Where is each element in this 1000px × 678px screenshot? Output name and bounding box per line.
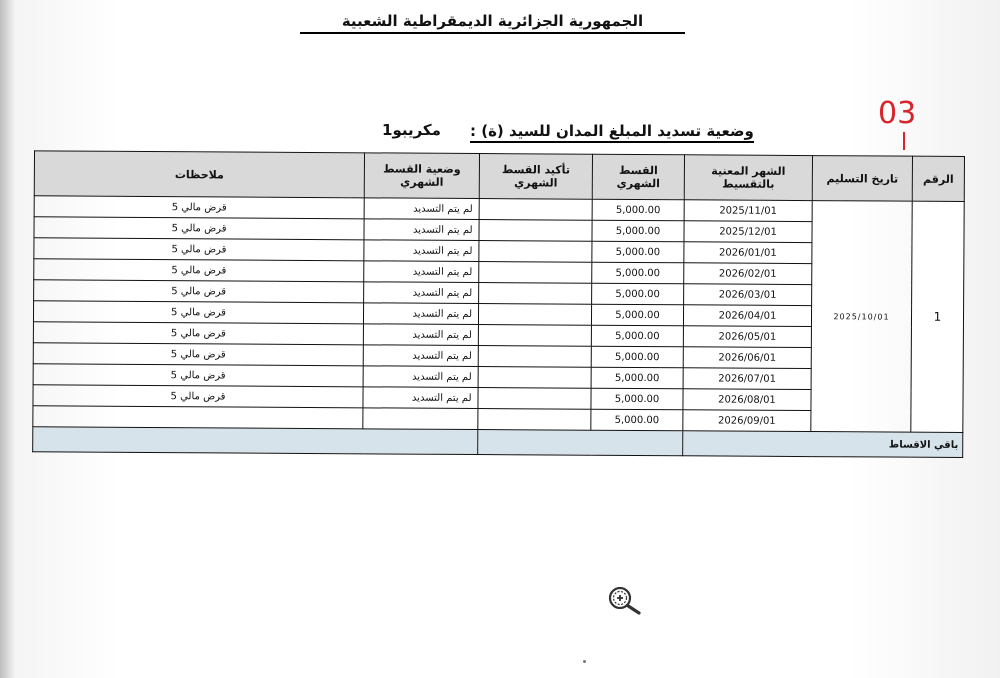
note-cell: قرض مالي 5 bbox=[33, 343, 363, 366]
amount-cell: 5,000.00 bbox=[591, 367, 683, 389]
confirm-cell bbox=[479, 262, 592, 284]
status-cell: لم يتم التسديد bbox=[364, 282, 479, 304]
status-cell: لم يتم التسديد bbox=[364, 240, 479, 262]
status-title: وضعية تسديد المبلغ المدان للسيد (ة) : bbox=[470, 122, 754, 143]
handwritten-code: 03 bbox=[878, 96, 917, 131]
header-status: وضعية القسط الشهري bbox=[364, 153, 479, 199]
status-cell: لم يتم التسديد bbox=[363, 303, 478, 325]
confirm-cell bbox=[479, 283, 592, 305]
confirm-cell bbox=[478, 388, 591, 410]
record-number: 1 bbox=[911, 201, 964, 432]
header-number: الرقم bbox=[912, 156, 964, 201]
remaining-empty-cell bbox=[33, 427, 478, 455]
status-cell: لم يتم التسديد bbox=[363, 366, 478, 388]
amount-cell: 5,000.00 bbox=[592, 262, 684, 284]
header-installment: القسط الشهري bbox=[592, 154, 684, 200]
amount-cell: 5,000.00 bbox=[591, 346, 683, 368]
header-notes: ملاحظات bbox=[34, 151, 364, 198]
amount-cell: 5,000.00 bbox=[592, 199, 684, 221]
confirm-cell bbox=[478, 304, 591, 326]
note-cell: قرض مالي 5 bbox=[34, 280, 364, 303]
month-cell: 2026/05/01 bbox=[683, 326, 811, 348]
month-cell: 2026/03/01 bbox=[684, 284, 812, 306]
installments-table bbox=[32, 150, 965, 458]
note-cell bbox=[33, 406, 363, 429]
handwritten-tick bbox=[903, 132, 905, 150]
note-cell: قرض مالي 5 bbox=[33, 385, 363, 408]
status-cell bbox=[363, 408, 478, 430]
status-cell: لم يتم التسديد bbox=[363, 345, 478, 367]
speck bbox=[583, 660, 586, 663]
zoom-in-icon[interactable] bbox=[603, 585, 647, 615]
month-cell: 2025/11/01 bbox=[684, 200, 812, 222]
month-cell: 2026/08/01 bbox=[683, 389, 811, 411]
month-cell: 2025/12/01 bbox=[684, 221, 812, 243]
month-cell: 2026/04/01 bbox=[683, 305, 811, 327]
month-cell: 2026/07/01 bbox=[683, 368, 811, 390]
month-cell: 2026/09/01 bbox=[683, 410, 811, 432]
note-cell: قرض مالي 5 bbox=[33, 322, 363, 345]
amount-cell: 5,000.00 bbox=[591, 304, 683, 326]
page-edge-shadow bbox=[0, 0, 14, 678]
remaining-label: باقي الاقساط bbox=[683, 431, 963, 458]
remaining-value-cell bbox=[478, 430, 683, 456]
note-cell: قرض مالي 5 bbox=[34, 217, 364, 240]
confirm-cell bbox=[479, 220, 592, 242]
note-cell: قرض مالي 5 bbox=[34, 259, 364, 282]
amount-cell: 5,000.00 bbox=[592, 220, 684, 242]
status-cell: لم يتم التسديد bbox=[363, 387, 478, 409]
remaining-row bbox=[33, 427, 963, 458]
amount-cell: 5,000.00 bbox=[591, 325, 683, 347]
confirm-cell bbox=[478, 325, 591, 347]
status-cell: لم يتم التسديد bbox=[364, 219, 479, 241]
amount-cell: 5,000.00 bbox=[591, 409, 683, 431]
note-cell: قرض مالي 5 bbox=[33, 364, 363, 387]
status-cell: لم يتم التسديد bbox=[363, 324, 478, 346]
month-cell: 2026/06/01 bbox=[683, 347, 811, 369]
table-header-row bbox=[34, 151, 964, 202]
header-month: الشهر المعنية بالتقسيط bbox=[684, 155, 812, 201]
confirm-cell bbox=[479, 241, 592, 263]
person-name: مكريبو1 bbox=[382, 121, 441, 139]
note-cell: قرض مالي 5 bbox=[33, 301, 363, 324]
month-cell: 2026/02/01 bbox=[684, 263, 812, 285]
confirm-cell bbox=[478, 346, 591, 368]
delivery-date-value: 2025/10/01 bbox=[811, 201, 912, 433]
header-confirm: تأكيد القسط الشهري bbox=[479, 154, 592, 200]
note-cell: قرض مالي 5 bbox=[34, 196, 364, 219]
status-cell: لم يتم التسديد bbox=[364, 198, 479, 220]
header-delivery-date: تاريخ التسليم bbox=[812, 156, 912, 202]
month-cell: 2026/01/01 bbox=[684, 242, 812, 264]
republic-title: الجمهورية الجزائرية الديمقراطية الشعبية bbox=[300, 12, 685, 34]
note-cell: قرض مالي 5 bbox=[34, 238, 364, 261]
confirm-cell bbox=[478, 367, 591, 389]
amount-cell: 5,000.00 bbox=[591, 388, 683, 410]
table-body bbox=[33, 196, 965, 458]
amount-cell: 5,000.00 bbox=[592, 283, 684, 305]
confirm-cell bbox=[478, 409, 591, 431]
confirm-cell bbox=[479, 199, 592, 221]
status-cell: لم يتم التسديد bbox=[364, 261, 479, 283]
amount-cell: 5,000.00 bbox=[592, 241, 684, 263]
